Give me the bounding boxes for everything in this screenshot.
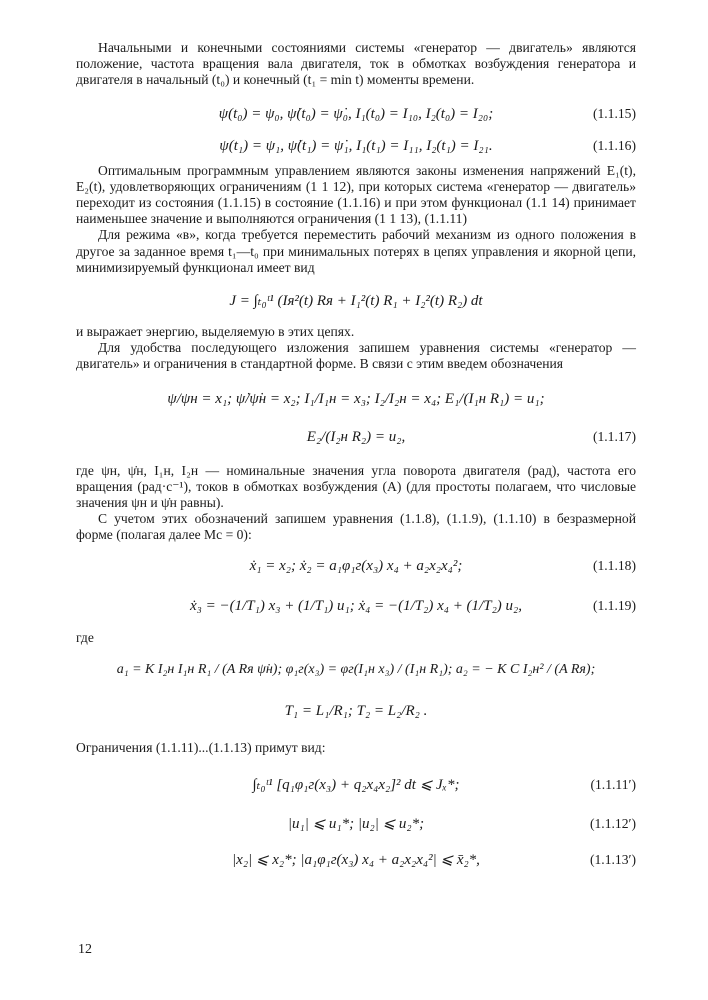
page-body (76, 40, 636, 872)
equation-number-1-1-18: (1.1.18) (592, 557, 636, 573)
equation-number-1-1-13-prime: (1.1.13′) (589, 852, 636, 868)
paragraph-mode-v: Для режима «в», когда требуется переместить рабочий механизм из одного положения в другое за заданное время t₁—t₀ при минимальных потерях в цепях управления и якорной цепи, минимизируемый функционал имеет вид (76, 227, 636, 275)
equation-1-1-13-prime-text: |x₂| ⩽ x₂*; |a₁φ₁г(x₃) x₄ + a₂x₂x₄²| ⩽ x̄₂*, (232, 852, 480, 869)
paragraph-nominal-values: где ψн, ψ̇н, I₁н, I₂н — номинальные значения угла поворота двигателя (рад), частота его вращения (рад·с⁻¹), токов в обмотках возбуждения (А) (для простоты полагаем, что числовые значения ψн и ψ̇н равны). (76, 462, 636, 511)
equation-1-1-19 (76, 594, 636, 618)
equation-functional-j-text: J = ∫ₜ₀ᵗ¹ (Iя²(t) Rя + I₁²(t) R₁ + I₂²(t) R₂) dt (229, 293, 483, 310)
equation-1-1-13-prime (76, 848, 636, 872)
paragraph-standard-form: Для удобства последующего изложения запишем уравнения системы «генератор — двигатель» и ограничения в стандартной форме. В связи с этим введем обозначения (76, 340, 636, 372)
equation-1-1-11-prime-text: ∫ₜ₀ᵗ¹ [q₁φ₁г(x₃) + q₂x₄x₂]² dt ⩽ Jₓ*; (252, 777, 460, 794)
equation-1-1-18 (76, 554, 636, 578)
paragraph-initial-states: Начальными и конечными состояниями системы «генератор — двигатель» являются положение, частота вращения вала двигателя, ток в обмотках возбуждения генератора и двигателя в начальный (t₀) и конечный (t₁ = min t) моменты времени. (76, 40, 636, 88)
equation-1-1-12-prime (76, 812, 636, 836)
equation-1-1-16 (76, 135, 636, 157)
equation-number-1-1-17: (1.1.17) (592, 428, 636, 444)
equation-1-1-19-text: ẋ₃ = −(1/T₁) x₃ + (1/T₁) u₁; ẋ₄ = −(1/T₂) x₄ + (1/T₂) u₂, (189, 597, 522, 614)
equation-1-1-17-line1-text: ψ/ψн = x₁; ψ̇/ψ̇н = x₂; I₁/I₁н = x₃; I₂/I₂н = x₄; E₁/(I₁н R₁) = u₁; (167, 390, 545, 407)
equation-1-1-17-line1 (76, 385, 636, 413)
equation-number-1-1-11-prime: (1.1.11′) (590, 777, 636, 793)
equation-number-1-1-12-prime: (1.1.12′) (589, 816, 636, 832)
equation-1-1-12-prime-text: |u₁| ⩽ u₁*; |u₂| ⩽ u₂*; (287, 816, 425, 833)
page-number: 12 (78, 942, 92, 957)
paragraph-dimensionless: С учетом этих обозначений запишем уравнения (1.1.8), (1.1.9), (1.1.10) в безразмерной форме (полагая далее Mc = 0): (76, 511, 636, 543)
equation-time-constants (76, 698, 636, 724)
equation-number-1-1-16: (1.1.16) (592, 137, 636, 153)
equation-number-1-1-15: (1.1.15) (592, 105, 636, 121)
equation-coefficients-a (76, 656, 636, 684)
equation-1-1-17-line2-text: E₂/(I₂н R₂) = u₂, (306, 428, 406, 445)
paragraph-constraints: Ограничения (1.1.11)...(1.1.13) примут вид: (76, 739, 326, 755)
equation-time-constants-text: T₁ = L₁/R₁; T₂ = L₂/R₂ . (284, 702, 428, 719)
paragraph-optimal-control: Оптимальным программным управлением являются законы изменения напряжений E₁(t), E₂(t), удовлетворяющих ограничениям (1 1 12), при которых система «генератор — двигатель» переходит из состояния (1.1.15) в состояние (1.1.16) и при этом функционал (1.1 14) принимает наименьшее значение и выполняются ограничения (1 1 13), (1.1.11) (76, 162, 636, 227)
equation-functional-j (76, 284, 636, 318)
equation-coefficients-a-text: a₁ = K I₂н I₁н R₁ / (A Rя ψ̇н); φ₁г(x₃) = φг(I₁н x₃) / (I₁н R₁); a₂ = − K C I₂н² / (A Rя); (116, 661, 596, 677)
equation-1-1-17-line2 (76, 423, 636, 451)
paragraph-where: где (76, 629, 94, 645)
equation-1-1-15-text: ψ(t₀) = ψ₀, ψ̇(t₀) = ψ̇₀, I₁(t₀) = I₁₀, I₂(t₀) = I₂₀; (218, 105, 494, 122)
equation-1-1-15 (76, 103, 636, 125)
equation-1-1-18-text: ẋ₁ = x₂; ẋ₂ = a₁φ₁г(x₃) x₄ + a₂x₂x₄²; (249, 557, 463, 574)
equation-1-1-16-text: ψ(t₁) = ψ₁, ψ̇(t₁) = ψ̇₁, I₁(t₁) = I₁₁, I₂(t₁) = I₂₁. (219, 137, 493, 154)
paragraph-energy: и выражает энергию, выделяемую в этих цепях. (76, 324, 355, 340)
equation-number-1-1-19: (1.1.19) (592, 597, 636, 613)
equation-1-1-11-prime (76, 770, 636, 800)
